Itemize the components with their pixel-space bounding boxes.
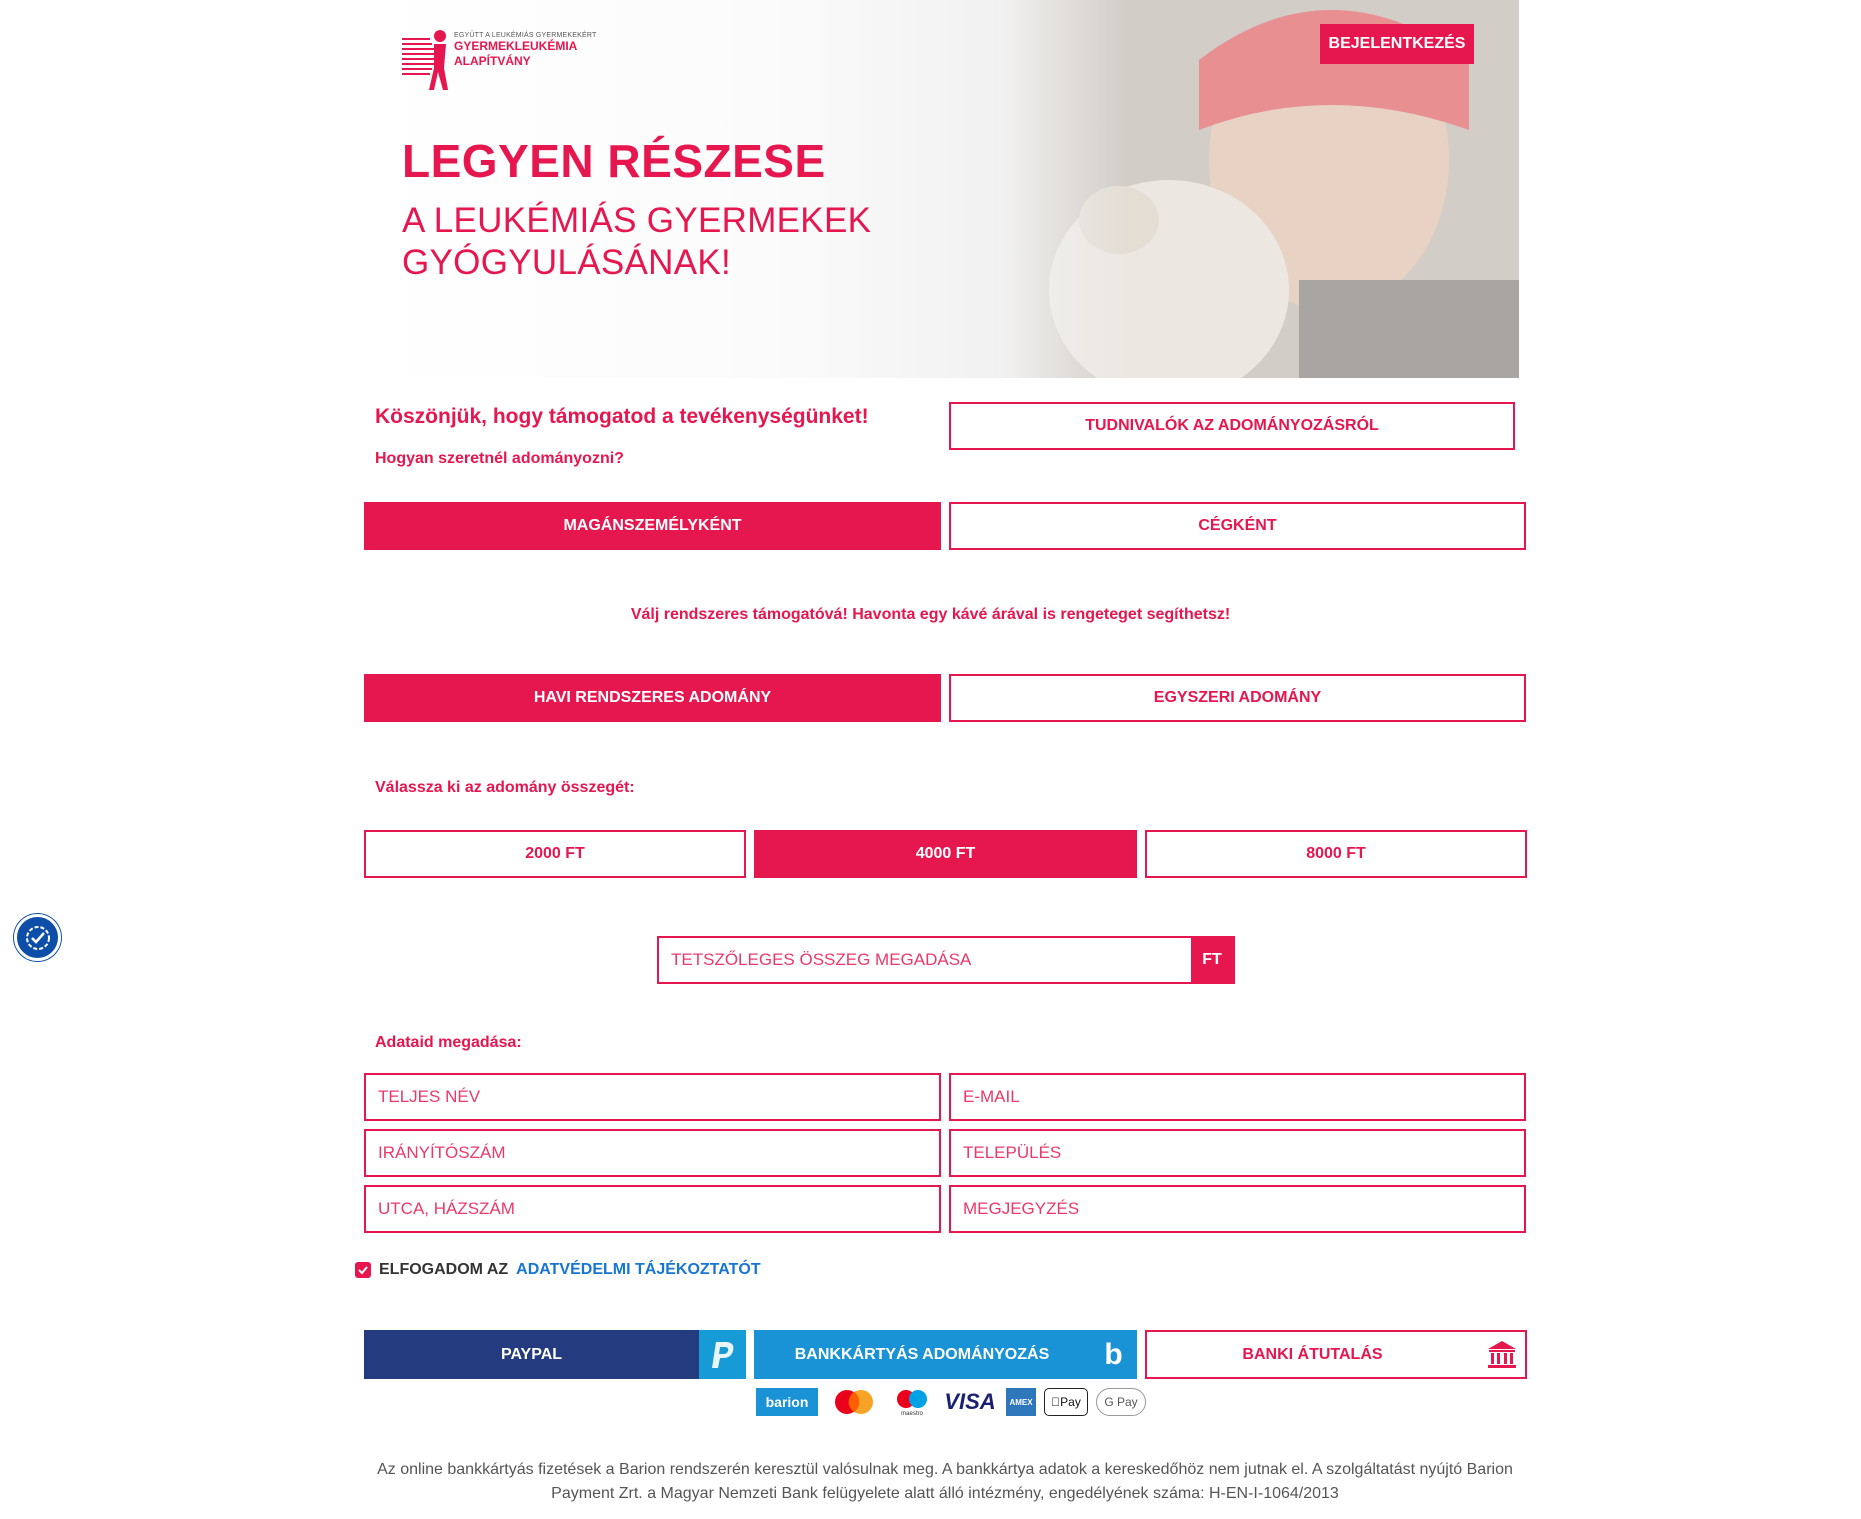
details-label: Adataid megadása:: [375, 1034, 522, 1051]
paypal-button[interactable]: [364, 1330, 746, 1379]
running-child-icon: [402, 28, 448, 92]
amount-4000-button[interactable]: 4000 FT: [754, 830, 1137, 878]
how-to-donate-label: Hogyan szeretnél adományozni?: [375, 450, 624, 467]
svg-text:maestro: maestro: [901, 1411, 923, 1416]
email-field: [949, 1073, 1526, 1121]
logo-name-line2: ALAPÍTVÁNY: [454, 54, 531, 68]
custom-amount-field: [657, 936, 1235, 984]
company-button[interactable]: CÉGKÉNT: [949, 502, 1526, 550]
bank-transfer-label: BANKI ÁTUTALÁS: [1242, 1345, 1383, 1363]
hero-headline: LEGYEN RÉSZESE: [402, 135, 826, 187]
private-person-button[interactable]: MAGÁNSZEMÉLYKÉNT: [364, 502, 941, 550]
foundation-logo[interactable]: [402, 28, 596, 92]
currency-label: FT: [1191, 938, 1233, 982]
donation-info-button[interactable]: TUDNIVALÓK AZ ADOMÁNYOZÁSRÓL: [949, 402, 1515, 450]
paypal-icon: [699, 1330, 746, 1379]
logo-tagline: EGYÜTT A LEUKÉMIÁS GYERMEKEKÉRT: [454, 32, 597, 39]
amount-2000-button[interactable]: 2000 FT: [364, 830, 746, 878]
logo-name-line1: GYERMEKLEUKÉMIA: [454, 39, 578, 53]
mastercard-logo: [826, 1388, 882, 1416]
city-field: [949, 1129, 1526, 1177]
accessibility-icon[interactable]: [14, 914, 61, 961]
apple-pay-logo: Pay: [1044, 1388, 1088, 1416]
bank-transfer-button[interactable]: [1145, 1330, 1527, 1379]
login-button[interactable]: BEJELENTKEZÉS: [1320, 24, 1474, 64]
note-field: [949, 1185, 1526, 1233]
google-pay-logo: G Pay: [1096, 1388, 1146, 1416]
amex-logo: AMEX: [1006, 1388, 1036, 1416]
subscribe-prompt: Válj rendszeres támogatóvá! Havonta egy kávé árával is rengeteget segíthetsz!: [630, 606, 1231, 623]
hero-subheadline: [402, 200, 871, 284]
payment-logos: [756, 1388, 1146, 1416]
bank-building-icon: [1478, 1332, 1525, 1377]
barion-logo: barion: [756, 1388, 818, 1416]
hero-subheadline-line2: GYÓGYULÁSÁNAK!: [402, 243, 732, 282]
privacy-policy-link[interactable]: ADATVÉDELMI TÁJÉKOZTATÓT: [516, 1261, 761, 1278]
custom-amount-input[interactable]: [659, 938, 1191, 982]
email-input[interactable]: [963, 1075, 1524, 1119]
consent-text: ELFOGADOM AZ: [379, 1261, 509, 1278]
thanks-heading: Köszönjük, hogy támogatod a tevékenységünket!: [375, 405, 869, 428]
zip-field: [364, 1129, 941, 1177]
amount-8000-button[interactable]: 8000 FT: [1145, 830, 1527, 878]
maestro-logo: [890, 1388, 934, 1416]
city-input[interactable]: [963, 1131, 1524, 1175]
zip-input[interactable]: [378, 1131, 939, 1175]
monthly-donation-button[interactable]: HAVI RENDSZERES ADOMÁNY: [364, 674, 941, 722]
consent-checkbox[interactable]: [355, 1262, 371, 1278]
apple-icon: [1051, 1395, 1060, 1409]
card-payment-button[interactable]: [754, 1330, 1137, 1379]
payment-disclaimer: Az online bankkártyás fizetések a Barion rendszerén keresztül valósulnak meg. A bankkártya adatok a kereskedőhöz nem jutnak el. A szolgáltatást nyújtó Barion Payment Zrt. a Magyar Nemzeti Bank felügyelete alatt álló intézmény, engedélyének száma: H-EN-I-1064/2013: [377, 1461, 1513, 1502]
note-input[interactable]: [963, 1187, 1524, 1231]
visa-logo: VISA: [944, 1389, 996, 1414]
paypal-label: PAYPAL: [500, 1345, 563, 1363]
privacy-consent: [355, 1261, 761, 1279]
street-input[interactable]: [378, 1187, 939, 1231]
amount-label: Válassza ki az adomány összegét:: [375, 779, 635, 796]
checkmark-icon: [357, 1264, 369, 1276]
barion-b-icon: b: [1104, 1337, 1123, 1371]
one-time-donation-button[interactable]: EGYSZERI ADOMÁNY: [949, 674, 1526, 722]
hero-subheadline-line1: A LEUKÉMIÁS GYERMEKEK: [402, 201, 872, 240]
full-name-field: [364, 1073, 941, 1121]
street-field: [364, 1185, 941, 1233]
full-name-input[interactable]: [378, 1075, 939, 1119]
card-payment-label: BANKKÁRTYÁS ADOMÁNYOZÁS: [794, 1345, 1050, 1363]
